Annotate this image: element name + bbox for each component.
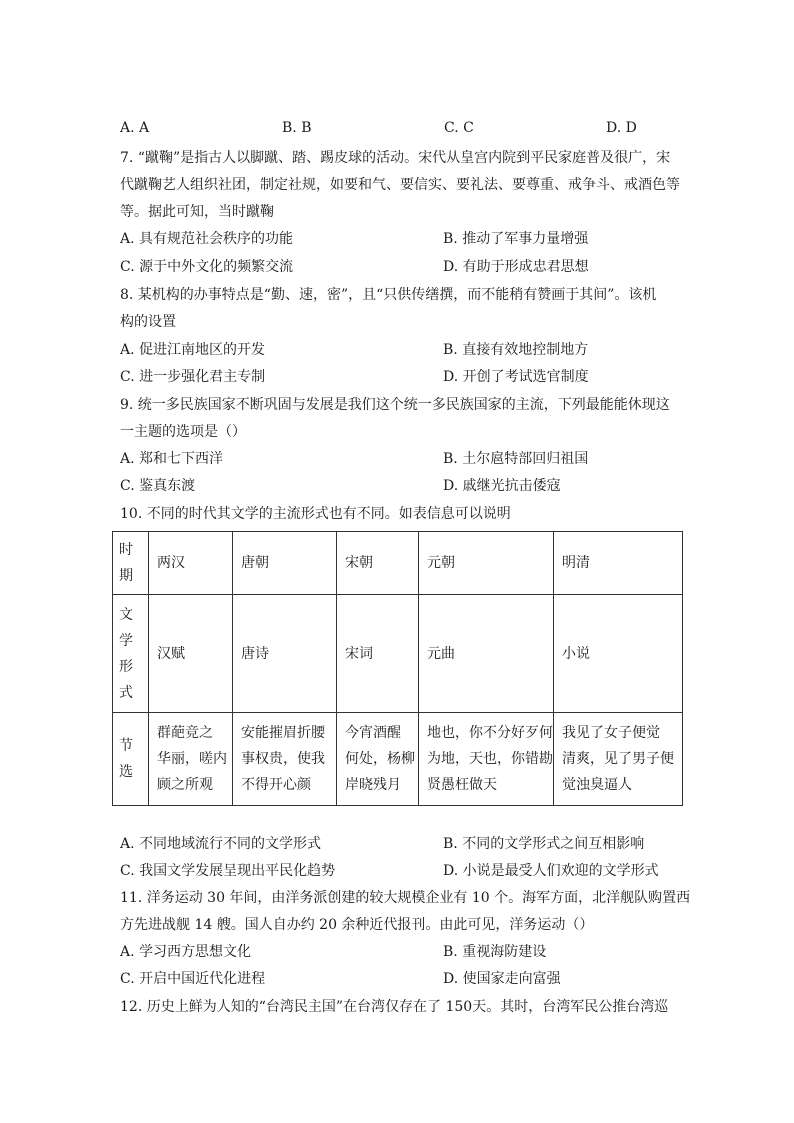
q8-option-d[interactable]: D. 开创了考试选官制度 (443, 369, 589, 385)
excerpt-cell: 我见了女子便觉 清爽，见了男子便 觉浊臭逼人 (554, 713, 683, 806)
q9-stem-line-2: 一主题的选项是（） (120, 424, 246, 440)
q11-stem-line-1: 11. 洋务运动 30 年间，由洋务派创建的较大规模企业有 10 个。海军方面，北洋舰队购置西 (120, 890, 691, 906)
row-head-period: 时 期 (113, 532, 149, 595)
q12-stem-line-1: 12. 历史上鲜为人知的“台湾民主国”在台湾仅存在了 150天。其时，台湾军民公推台湾巡 (120, 999, 669, 1015)
q8-option-c[interactable]: C. 进一步强化君主专制 (120, 369, 266, 385)
literature-table (112, 531, 683, 806)
q11-option-b[interactable]: B. 重视海防建设 (443, 944, 547, 960)
q8-stem-line-1: 8. 某机构的办事特点是“勤、速，密”，且“只供传缮撰，而不能稍有赞画于其间”。该机 (120, 287, 657, 303)
q7-option-b[interactable]: B. 推动了军事力量增强 (443, 231, 589, 247)
q6-option-c[interactable]: C. C (444, 120, 474, 136)
q7-stem-line-1: 7. “蹴鞠”是指古人以脚蹴、踏、踢皮球的活动。宋代从皇宫内院到平民家庭普及很广，宋 (120, 150, 671, 166)
period-cell: 宋朝 (337, 532, 419, 595)
q10-option-d[interactable]: D. 小说是最受人们欢迎的文学形式 (443, 863, 659, 879)
period-cell: 元朝 (419, 532, 554, 595)
q8-option-a[interactable]: A. 促进江南地区的开发 (120, 342, 266, 358)
excerpt-cell: 群葩竞之 华丽，嗟内 顾之所观 (149, 713, 233, 806)
table-row-period (113, 532, 683, 595)
table-row-excerpt (113, 713, 683, 806)
table-row-form (113, 595, 683, 713)
q11-option-d[interactable]: D. 使国家走向富强 (443, 971, 561, 987)
form-cell: 宋词 (337, 595, 419, 713)
q7-option-c[interactable]: C. 源于中外文化的频繁交流 (120, 259, 294, 275)
q9-option-c[interactable]: C. 鉴真东渡 (120, 478, 196, 494)
period-cell: 唐朝 (233, 532, 337, 595)
q7-stem-line-3: 等。据此可知，当时蹴鞠 (120, 204, 274, 220)
q11-option-c[interactable]: C. 开启中国近代化进程 (120, 971, 266, 987)
q7-stem-line-2: 代蹴鞠艺人组织社团，制定社规，如要和气、要信实、要礼法、要尊重、戒争斗、戒酒色等 (120, 177, 680, 193)
form-cell: 小说 (554, 595, 683, 713)
q9-option-b[interactable]: B. 土尔扈特部回归祖国 (443, 451, 589, 467)
q6-option-d[interactable]: D. D (606, 120, 637, 136)
excerpt-cell: 地也，你不分好歹何 为地，天也，你错勘 贤愚枉做天 (419, 713, 554, 806)
q9-stem-line-1: 9. 统一多民族国家不断巩固与发展是我们这个统一多民族国家的主流，下列最能能休现这 (120, 397, 670, 413)
q10-stem: 10. 不同的时代其文学的主流形式也有不同。如表信息可以说明 (120, 506, 511, 522)
form-cell: 元曲 (419, 595, 554, 713)
q7-option-d[interactable]: D. 有助于形成忠君思想 (443, 259, 589, 275)
q7-option-a[interactable]: A. 具有规范社会秩序的功能 (120, 231, 294, 247)
period-cell: 明清 (554, 532, 683, 595)
row-head-excerpt: 节 选 (113, 713, 149, 806)
q9-option-a[interactable]: A. 郑和七下西洋 (120, 451, 224, 467)
q6-option-a[interactable]: A. A (120, 120, 150, 136)
q11-option-a[interactable]: A. 学习西方思想文化 (120, 944, 252, 960)
q6-option-b[interactable]: B. B (282, 120, 312, 136)
q11-stem-line-2: 方先进战舰 14 艘。国人自办约 20 余种近代报刊。由此可见，洋务运动（） (120, 917, 594, 933)
q8-option-b[interactable]: B. 直接有效地控制地方 (443, 342, 589, 358)
period-cell: 两汉 (149, 532, 233, 595)
q9-option-d[interactable]: D. 戚继光抗击倭寇 (443, 478, 561, 494)
form-cell: 唐诗 (233, 595, 337, 713)
excerpt-cell: 今宵酒醒 何处，杨柳 岸晓残月 (337, 713, 419, 806)
excerpt-cell: 安能摧眉折腰 事权贵，使我 不得开心颜 (233, 713, 337, 806)
row-head-form: 文 学 形 式 (113, 595, 149, 713)
q10-option-b[interactable]: B. 不同的文学形式之间互相影响 (443, 836, 645, 852)
q10-option-c[interactable]: C. 我国文学发展呈现出平民化趋势 (120, 863, 336, 879)
form-cell: 汉赋 (149, 595, 233, 713)
q10-option-a[interactable]: A. 不同地域流行不同的文学形式 (120, 836, 322, 852)
q8-stem-line-2: 构的设置 (120, 314, 176, 330)
